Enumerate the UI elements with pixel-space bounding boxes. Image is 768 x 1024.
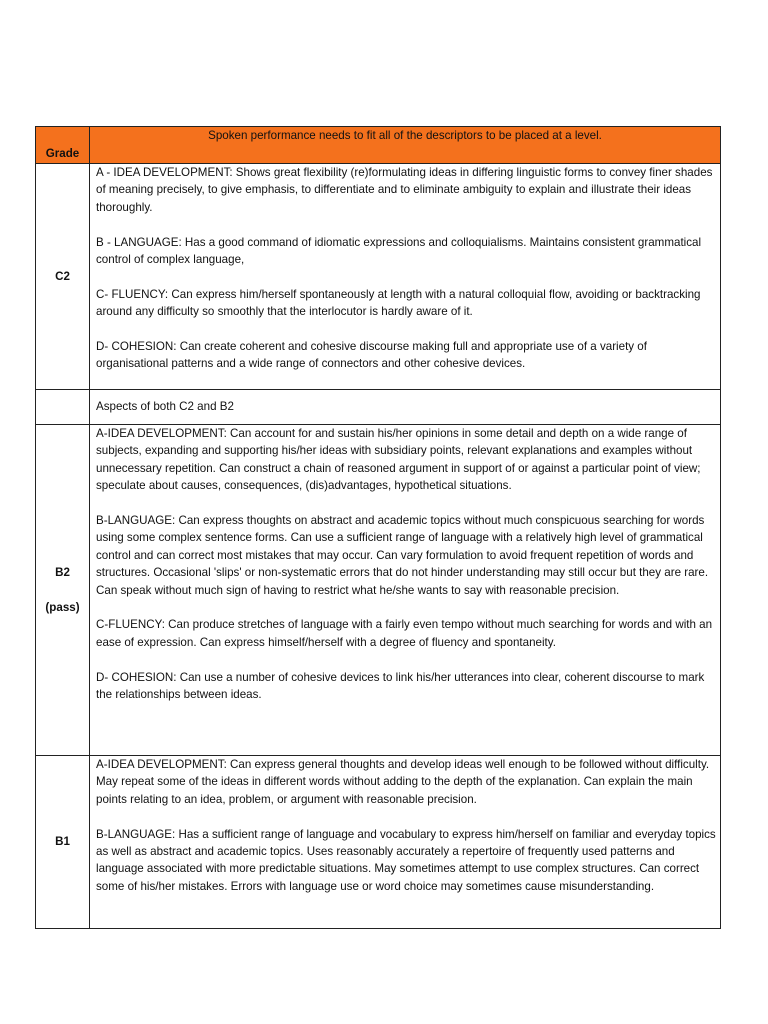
table-row-b1 xyxy=(36,756,721,929)
grade-label-b1 xyxy=(36,756,90,929)
descriptor-cell-c2 xyxy=(90,164,721,390)
table-row-c2 xyxy=(36,164,721,390)
descriptor-fluency: C- FLUENCY: Can express him/herself spontaneously at length with a natural colloquial flow, avoiding or backtracking around any difficulty so smoothly that the interlocutor is hardly aware of it. xyxy=(96,287,701,319)
descriptor-language: B - LANGUAGE: Has a good command of idiomatic expressions and colloquialisms. Maintains consistent grammatical control of complex language, xyxy=(96,235,702,267)
grade-column-header: Grade xyxy=(36,127,90,164)
descriptor-cell-c2-b2 xyxy=(90,390,721,425)
descriptor-cell-b1 xyxy=(90,756,721,929)
descriptor-language: B-LANGUAGE: Can express thoughts on abstract and academic topics without much conspicuous searching for words using some complex sentence forms. Can use a sufficient range of language with a relatively high level of grammatical control and can correct most mistakes that may occur. Can vary formulation to avoid frequent repetition of words and structures. Occasional 'slips' or non-systematic errors that do not hinder understanding may still occur but they are rare. Can speak without much sign of having to restrict what he/she wants to say with reasonable precision. xyxy=(96,514,709,597)
descriptor-cell-b2 xyxy=(90,425,721,756)
descriptor-idea-development: A-IDEA DEVELOPMENT: Can express general thoughts and develop ideas well enough to be followed without difficulty. May repeat some of the ideas in different words without adding to the depth of the explanation. Can explain the main points relating to an idea, problem, or argument with reasonable precision. xyxy=(96,758,710,806)
descriptor-language: B-LANGUAGE: Has a sufficient range of language and vocabulary to express him/herself on familiar and everyday topics as well as abstract and academic topics. Uses reasonably accurately a repertoire of frequently used patterns and language associated with more predictable situations. May sometimes attempt to use complex structures. Can correct some of his/her mistakes. Errors with language use or word choice may sometimes cause misunderstanding. xyxy=(96,827,716,893)
descriptor-idea-development: A-IDEA DEVELOPMENT: Can account for and sustain his/her opinions in some detail and depth on a wide range of subjects, expanding and supporting his/her ideas with subsidiary points, relevant explanations and examples without unnecessary repetition. Can construct a chain of reasoned argument in support of or against a particular point of view; speculate about causes, consequences, (dis)advantages, hypothetical situations. xyxy=(96,427,701,493)
descriptor-table xyxy=(35,126,721,929)
grade-label-empty xyxy=(36,390,90,425)
grade-value: B2 xyxy=(55,566,70,580)
grade-label-c2 xyxy=(36,164,90,390)
grade-label-b2 xyxy=(36,425,90,756)
grade-value: C2 xyxy=(55,269,70,283)
description-column-header: Spoken performance needs to fit all of the descriptors to be placed at a level. xyxy=(90,127,721,164)
table-header-row xyxy=(36,127,721,164)
descriptor-cohesion: D- COHESION: Can use a number of cohesive devices to link his/her utterances into clear, coherent discourse to mark the relationships between ideas. xyxy=(96,670,705,702)
table-row-c2-b2 xyxy=(36,390,721,425)
descriptor-cohesion: D- COHESION: Can create coherent and cohesive discourse making full and appropriate use of a variety of organisational patterns and a wide range of connectors and other cohesive devices. xyxy=(96,340,647,371)
grade-note: (pass) xyxy=(45,600,80,614)
descriptor-idea-development: A - IDEA DEVELOPMENT: Shows great flexibility (re)formulating ideas in differing linguistic forms to convey finer shades of meaning precisely, to give emphasis, to differentiate and to eliminate ambiguity to explain and illustrate their ideas thoroughly. xyxy=(96,166,713,214)
table-row-b2 xyxy=(36,425,721,756)
descriptor-aspects: Aspects of both C2 and B2 xyxy=(96,400,234,414)
grade-value: B1 xyxy=(55,835,70,849)
descriptor-fluency: C-FLUENCY: Can produce stretches of language with a fairly even tempo without much searching for words and with an ease of expression. Can express himself/herself with a degree of fluency and spontaneity. xyxy=(96,618,713,649)
